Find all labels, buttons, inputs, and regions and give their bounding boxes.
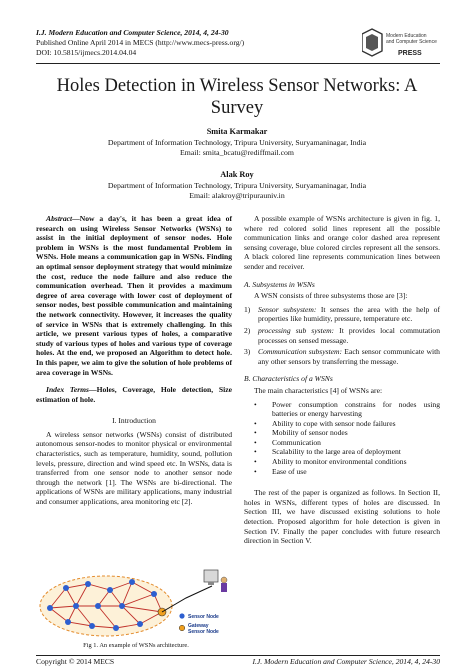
subsection-b-intro: The main characteristics [4] of WSNs are: [254,385,383,395]
list-item: • Communication [244,438,440,448]
author-1 [30,127,444,157]
subsystems-list [244,305,440,367]
list-text: Scalability to the large area of deployment [272,447,401,457]
list-text: Ease of use [272,466,307,476]
architecture-paragraph: A possible example of WSNs architecture is given in fig. 1, where red colored solid lines represent all the possible communication links and orange color dashed area represent sensing coverage, blue colored circles represent all the sensors. A black colored line represents communication lines between sender and receiver. [244,214,440,271]
list-term: processing sub system: [258,325,335,335]
index-terms-text: Holes, Coverage, Hole detection, Size estimation of hole. [36,385,233,404]
logo-text-1: Modern Education [386,33,427,39]
wsn-architecture-diagram [36,566,236,640]
organization-paragraph: The rest of the paper is organized as follows. In Section II, holes in WSNs, different types of holes are discussed. In Section III, we have discussed existing solutions to hole detection. Proposed algorithm for hole detection is given in Section IV. Finally the paper concludes with future research direction in Section V. [244,488,440,546]
list-item: • Scalability to the large area of deployment [244,447,440,457]
list-text: It provides local commutation processes on sensed message. [258,325,440,345]
list-number: 2) [244,325,251,335]
list-item: • Power consumption constrains for nodes using batteries or energy harvesting [254,399,440,419]
paper-title [30,75,444,119]
subsection-a-intro: A WSN consists of three subsystems those are [3]: [254,291,408,301]
footer-copyright: Copyright © 2014 MECS [36,657,115,666]
legend-gateway-line-1: Gateway [188,623,209,629]
author-affiliation: Department of Information Technology, Tripura University, Suryamaninagar, India [107,180,367,190]
logo-text-3: PRESS [398,50,422,57]
legend-sensor-node: Sensor Node [188,614,219,620]
list-item [244,347,440,366]
author-email: Email: smita_bcatu@rediffmail.com [180,147,294,157]
section-heading-introduction: I. Introduction [112,416,156,426]
list-text: Each sensor communicate with any other sensors by transferring the message. [258,347,440,366]
author-name: Smita Karmakar [206,127,268,136]
header-rule [36,63,440,64]
doi-line: DOI: 10.5815/ijmecs.2014.04.04 [36,48,137,57]
title-line-1: Holes Detection in Wireless Sensor Networks: A [56,76,418,96]
abstract-dash: — [72,214,80,223]
index-terms-label: Index Terms [46,385,90,395]
subsection-b-heading: B. Characteristics of a WSNs [244,374,333,384]
figure-1 [36,566,236,640]
list-text: Power consumption constrains for nodes using batteries or energy harvesting [272,399,440,419]
list-number: 3) [244,347,251,357]
list-text: Mobility of sensor nodes [272,428,348,438]
list-item: • Ease of use [244,467,440,477]
intro-paragraph: A wireless sensor networks (WSNs) consist of distributed autonomous sensor-nodes to monitor physical or environmental characteristics, such as temperature, humidity, sound, pollution levels, pressure, direction and wind speed etc. In WSNs, data is transferred from one sensor node to another sensor node through the network [1]. The WSNs are bi-directional. The applications of WSNs are military applications, many industrial and consumer applications, area monitoring etc [2]. [36,429,232,507]
list-text: It senses the area with the help of properties like humidity, pressure, temperature etc. [258,304,440,324]
list-text: Communication [272,437,321,447]
author-email: Email: alakroy@tripurauniv.in [189,190,285,200]
list-text: Ability to cope with sensor node failures [272,418,396,428]
author-name: Alak Roy [220,170,254,179]
list-item: • Ability to cope with sensor node failures [244,419,440,429]
published-line: Published Online April 2014 in MECS (http://www.mecs-press.org/) [36,38,245,47]
title-line-2: Survey [210,98,264,118]
list-item: • Ability to monitor environmental conditions [244,457,440,467]
footer-journal: I.J. Modern Education and Computer Science, 2014, 4, 24-30 [252,657,440,666]
list-term: Sensor subsystem: [258,304,317,314]
logo-text-2: and Computer Science [386,39,437,45]
author-affiliation: Department of Information Technology, Tripura University, Suryamaninagar, India [107,137,367,147]
list-text: Ability to monitor environmental conditions [272,457,407,467]
characteristics-list [244,400,440,477]
subsection-a-heading: A. Subsystems in WSNs [244,279,315,289]
index-terms [36,385,232,404]
abstract-label: Abstract [46,214,73,223]
abstract-text: Now a day's, it has been a great idea of research on using Wireless Sensor Networks (WSNs) to assist in the initial deployment of sensor nodes. Hole problem in WSNs is the most fundamental Problem in WSNs. Hole means a communication gap in WSNs. Finding an optimal sensor deployment strategy that would minimize the cost, reduce the node failure and also reduce the communication overhead. Then it provides a maximum degree of area coverage with lower cost of deployment of sensor nodes, best possible communication and maintaining the network connectivity. However, it increases the quality of service in WSNs that is extremely challenging. In this article, we present various types of holes, a comparative study of various types of holes and various type of coverage holes. At the end, we proposed an Algorithm to detect hole. In this paper, we aim to give the solution of hole problems of area coverage in WSNs. [36,214,232,377]
journal-header: I.J. Modern Education and Computer Science, 2014, 4, 24-30 [36,28,229,37]
footer-rule [36,655,440,656]
author-2 [30,170,444,200]
figure-caption: Fig 1. An example of WSNs architecture. [83,642,189,649]
list-item [244,305,440,324]
right-column [244,214,440,546]
legend-gateway-line-2: Sensor Node [188,629,219,635]
mecs-logo-icon [362,25,440,65]
list-item [244,326,440,345]
index-terms-dash: — [89,385,97,395]
list-number: 1) [244,304,251,314]
list-term: Communication subsystem: [258,347,343,357]
mecs-logo [362,25,440,65]
abstract [36,214,232,377]
left-column [36,214,232,507]
list-item: • Mobility of sensor nodes [244,428,440,438]
